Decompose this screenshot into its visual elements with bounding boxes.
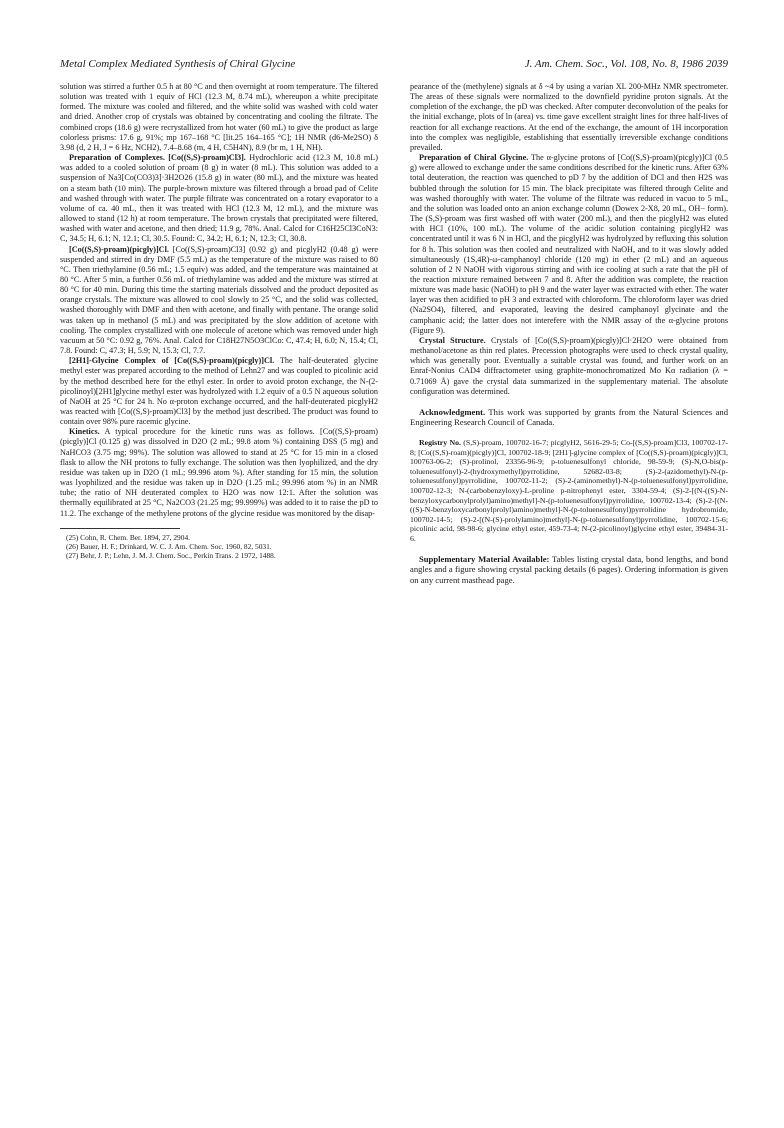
registry-heading: Registry No.: [419, 438, 461, 448]
left-column: [60, 82, 378, 560]
registry-numbers: [410, 438, 728, 544]
section-heading: Kinetics.: [69, 427, 100, 437]
header-title: Metal Complex Mediated Synthesis of Chiral Glycine: [60, 58, 296, 70]
acknowledgment: [410, 407, 728, 428]
header-citation: J. Am. Chem. Soc., Vol. 108, No. 8, 1986 2039: [524, 58, 728, 70]
paragraph: [410, 336, 728, 397]
supplementary-material: [410, 554, 728, 586]
paragraph-text: Crystals of [Co((S,S)-proam)(picgly)]Cl·2H2O were obtained from methanol/acetone as thin red plates. Precession photographs were used to check crystal quality, which was generally poor. Eventually a suitable crystal was found, and further work on an Enraf-Nonius CAD4 diffractometer using graphite-monochromatized Mo Kα radiation (λ = 0.71069 Å) gave the crystal data summarized in the supplementary material. The absolute configuration was determined.: [410, 335, 728, 396]
paragraph-text: The half-deuterated glycine methyl ester was prepared according to the method of Lehn27 and was coupled to picolinic acid by the method described here for the ethyl ester. In order to avoid proton exchange, the N-(2-picolinoyl)[2H1]glycine methyl ester was hydrolyzed with 1.2 equiv of a 0.5 N aqueous solution of NaOH at 25 °C for 24 h. No α-proton exchange occurred, and the half-deuterated picglyH2 was reacted with [Co((S,S)-proam)Cl3] by the method just described. The product was found to contain over 98% pure racemic glycine.: [60, 356, 378, 427]
section-heading: [2H1]-Glycine Complex of [Co((S,S)-proam)(picgly)]Cl.: [69, 356, 275, 366]
paragraph: [60, 427, 378, 518]
section-heading: Crystal Structure.: [419, 335, 486, 345]
registry-text: (S,S)-proam, 100702-16-7; picglyH2, 5616-29-5; Co-[(S,S)-proam]Cl3, 100702-17-8; [Co((S,S)-roam)(picgly)]Cl, 100702-18-9; [2H1]-glycine complex of [Co((S,S)-proam)(picgly)]Cl, 100763-06-2; (S)-prolinol, 23356-96-9; p-toluenesulfonyl chloride, 98-59-9; (S)-N,O-bis(p-toluenesulfonyl)-2-(hydroxymethyl)pyrrolidine, 52682-03-8; (S)-2-(azidomethyl)-N-(p-toluenesulfonyl)pyrrolidine, 100702-11-2; (S)-2-(aminomethyl)-N-(p-toluenesulfonyl)pyrrolidine, 100702-12-3; N-(carbobenzyloxy)-L-proline p-nitrophenyl ester, 3304-59-4; (S)-2-[(N-((S)-N-benzyloxycarbonylprolyl)amino)methyl]-N-(p-toluenesulfonyl)pyrrolidine, 100702-13-4; (S)-2-[(N-((S)-N-benzyloxycarbonylprolyl)amino)methyl]-N-(p-toluenesulfonyl)pyrrolidine hydrobromide, 100702-14-5; (S)-2-[(N-(S)-prolylamino)methyl]-N-(p-toluenesulfonyl)pyrrolidine, 100702-15-6; picolinic acid, 98-98-6; glycine ethyl ester, 459-73-4; N-(2-picolinoyl)glycine ethyl ester, 39484-31-6.: [410, 438, 728, 543]
paragraph: [410, 153, 728, 336]
paragraph-text: Hydrochloric acid (12.3 M, 10.8 mL) was added to a cooled solution of proam (8 g) in water (8 mL). This solution was added to a suspension of Na3[Co(CO3)3]·3H2O26 (15.8 g) in water (80 mL), and the mixture was heated on a steam bath (10 min). The purple-brown mixture was filtered through a broad pad of Celite and washed through with water. The purple filtrate was concentrated on a rotary evaporator to a volume of ca. 40 mL, then it was treated with HCl (12.3 M, 12 mL), and the mixture was allowed to stand (12 h) at room temperature. The brown crystals that precipitated were filtered, washed with water and acetone, and then dried; 11.9 g, 78%. Anal. Calcd for C16H25Cl3CoN3: C, 34.5; H, 6.1; N, 12.1; Cl, 30.5. Found: C, 34.2; H, 6.1; N, 12.3; Cl, 30.8.: [60, 153, 378, 244]
paragraph: pearance of the (methylene) signals at δ ~4 by using a varian XL 200-MHz NMR spectrometer. The areas of these signals were normalized to the downfield pyridine proton signals. At the completion of the exchange, the pD was checked. After computer deconvolution of the peaks for the initial exchange, plots of ln (area) vs. time gave excellent straight lines for three half-lives of reaction for all exchange reactions. At the end of the exchange, the amount of 1H incorporation into the complex was negligible, establishing that essentially irreversible exchange conditions prevailed.: [410, 82, 728, 152]
section-heading: Preparation of Complexes. [Co((S,S)-proam)Cl3].: [69, 153, 246, 163]
paragraph: [60, 153, 378, 244]
paragraph-text: A typical procedure for the kinetic runs was as follows. [Co((S,S)-proam)(picgly)]Cl (0.125 g) was dissolved in D2O (2 mL; 99.8 atom %) containing DSS (5 mg) and NaHCO3 (3.75 mg; 99%). The solution was allowed to stand at 25 °C for 15 min in a closed flask to allow the NH protons to fully exchange. The solution was then lyophilized, and the dry residue was taken up in D2O (1 mL; 99.996 atom %). After standing for 15 min, the solution was lyophilized and the residue was taken up in D2O (1.25 mL; 99.996 atom %) in an NMR tube; the ratio of NH deuterated complex to H2O was now 12:1. After the solution was thermally equilibrated at 25 °C, Na2CO3 (21.25 mg; 99.999%) was added to it to raise the pD to 11.2. The exchange of the methylene protons of the glycine residue was monitored by the disap-: [60, 427, 378, 518]
paragraph: [60, 356, 378, 427]
section-heading: [Co((S,S)-proam)(picgly)]Cl.: [69, 244, 169, 254]
acknowledgment-text: This work was supported by grants from the Natural Sciences and Engineering Research Council of Canada.: [410, 406, 728, 428]
footnote-rule: [60, 528, 180, 529]
supplementary-text: Tables listing crystal data, bond lengths, and bond angles and a figure showing crystal packing details (6 pages). Ordering information is given on any current masthead page.: [410, 553, 729, 585]
supplementary-heading: Supplementary Material Available:: [419, 553, 550, 564]
paragraph: solution was stirred a further 0.5 h at 80 °C and then overnight at room temperature. The filtered solution was treated with 1 equiv of HCl (12.3 M, 8.74 mL), whereupon a white precipitate formed. The mixture was cooled and filtered, and the white solid was washed with cold water and dried. Another crop of crystals was obtained by concentrating and cooling the filtrate. The combined crops (18.6 g) were recrystallized from hot water (60 mL) to give the product as large colorless prisms: 17.6 g, 91%; mp 167–168 °C [lit.25 164–165 °C]; 1H NMR (d6-Me2SO) δ 3.98 (d, 2 H, J = 6 Hz, NCH2), 7.4–8.68 (m, 4 H, C5H4N), 8.9 (br m, 1 H, NH).: [60, 82, 378, 152]
footnote: (25) Cohn, R. Chem. Ber. 1894, 27, 2904.: [66, 532, 190, 542]
running-header: [60, 58, 728, 72]
right-column: [410, 82, 728, 585]
paragraph: [60, 245, 378, 357]
section-heading: Preparation of Chiral Glycine.: [419, 153, 529, 163]
footnote: (26) Bauer, H. F.; Drinkard, W. C. J. Am. Chem. Soc. 1960, 82, 5031.: [66, 541, 272, 551]
acknowledgment-heading: Acknowledgment.: [419, 406, 486, 417]
footnote: (27) Behr, J. P.; Lehn, J. M. J. Chem. Soc., Perkin Trans. 2 1972, 1488.: [66, 550, 276, 560]
paragraph-text: The α-glycine protons of [Co((S,S)-proam)(picgly)]Cl (0.5 g) were allowed to exchange under the same conditions described for the kinetic runs. After 63% total deuteration, the reaction was quenched to pD 7 by the addition of DCl and then H2S was bubbled through the solution for 15 min. The black precipitate was filtered through Celite and was washed thoroughly with water. The volume of the filtrate was reduced in vacuo to 5 mL, and the solution was loaded onto an anion exchange column (Dowex 2-X8, 20 mL, OH− form). The (S,S)-proam was first washed off with water (200 mL), and then the picglyH2 was eluted with HCl (10%, 100 mL). The volume of the acidic solution containing picglyH2 was concentrated until it was 6 N in HCl, and the picglyH2 was hydrolyzed by refluxing this solution for 8 h. This solution was then cooled and neutralized with NaOH, and to it was slowly added simultaneously (1S,4R)-ω-camphanoyl chloride (120 mg) in ether (2 mL) and an aqueous solution of 2 N NaOH with vigorous stirring and with ice cooling at such a rate that the pH of the reaction mixture remained between 7 and 8. After the addition was complete, the reaction mixture was made basic (NaOH) to pH 9 and the water layer was extracted with ether. The water layer was then acidified to pH 3 and extracted with chloroform. The chloroform layer was dried (Na2SO4), filtered, and evaporated, leaving the desired camphanoyl glycinate and the camphanic acid; the latter does not interefere with the NMR assay of the α-glycine protons (Figure 9).: [410, 153, 729, 335]
paragraph-text: [Co((S,S)-proam)Cl3] (0.92 g) and picglyH2 (0.48 g) were suspended and stirred in dry DMF (5.5 mL) as the temperature of the mixture was raised to 80 °C. Then triethylamine (0.56 mL; 1.5 equiv) was added, and the temperature was maintained at 80 °C. After 5 min, a further 0.56 mL of triethylamine was added and the mixture was stirred at 80 °C for 40 min. During this time the starting materials dissolved and the product deposited as orange crystals. The mixture was allowed to cool slowly to 25 °C, and the solid was collected, washed thoroughly with DMF and then with acetone, and finally with pentane. The orange solid was taken up in methanol (5 mL) and was precipitated by the slow addition of acetone with cooling. The complex crystallized with one molecule of acetone which was removed under high vacuum at 50 °C: 0.92 g, 76%. Anal. Calcd for C18H27N5O3ClCo: C, 47.4; H, 6.0; N, 15.4; Cl, 7.8. Found: C, 47.3; H, 5.9; N, 15.3; Cl, 7.7.: [60, 244, 378, 356]
